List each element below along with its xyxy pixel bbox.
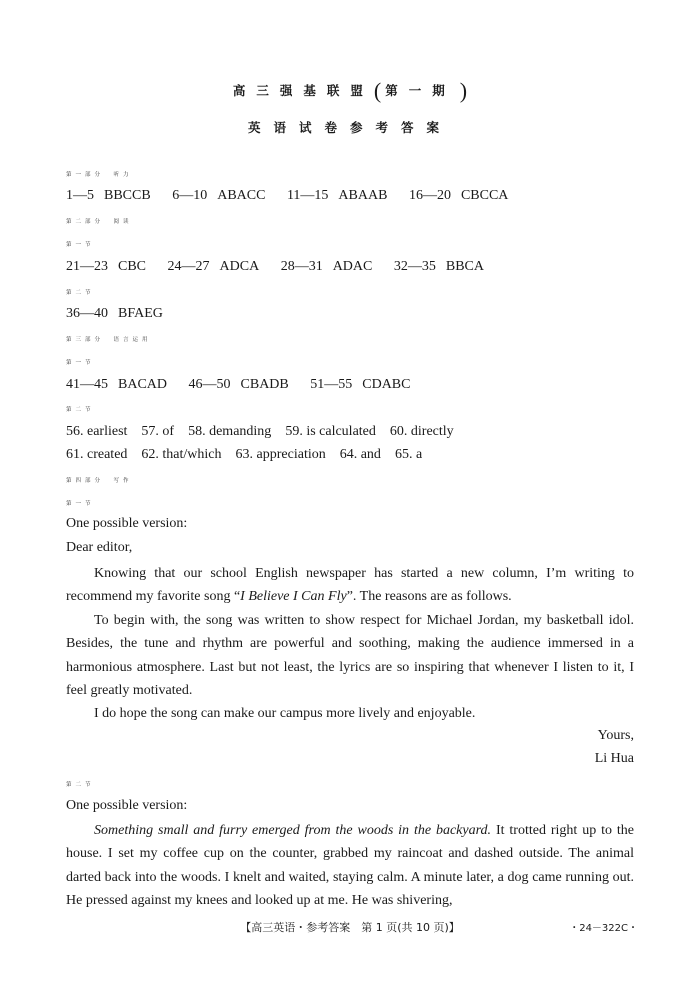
essay2-intro: One possible version: bbox=[66, 798, 188, 813]
essay1-paragraph-1: Knowing that our school English newspaper has started a new column, I’m writing to recommend my favorite song “I Believe I Can Fly”. The reasons are as follows. bbox=[66, 566, 634, 605]
title-issue: 第一期 bbox=[385, 83, 456, 98]
essay1-closing: Yours, bbox=[597, 728, 634, 743]
page-footer: 【高三英语・参考答案 第 1 页(共 10 页)】 bbox=[240, 921, 460, 934]
part2-heading: 第二部分 阅读 bbox=[66, 219, 133, 225]
part1-answers: 1—5 BBCCB 6—10 ABACC 11—15 ABAAB 16—20 CBCCA bbox=[66, 188, 509, 203]
essay2-paragraph-1: Something small and furry emerged from the woods in the backyard. It trotted right up to the house. I set my coffee cup on the counter, grabbed my raincoat and dashed outside. The animal darted back into the woods. I knelt and waited, staying calm. A minute later, a dog came running out. He pressed against my knees and looked up at me. He was shivering, bbox=[66, 823, 634, 908]
part2-section1-heading: 第一节 bbox=[66, 242, 95, 248]
part3-section1-answers: 41—45 BACAD 46—50 CBADB 51—55 CDABC bbox=[66, 377, 411, 392]
essay1-paragraph-3: I do hope the song can make our campus more lively and enjoyable. bbox=[94, 706, 476, 721]
part4-section2-heading: 第二节 bbox=[66, 782, 95, 788]
exam-title bbox=[0, 78, 700, 104]
essay1-intro: One possible version: bbox=[66, 516, 188, 531]
part3-section2-heading: 第二节 bbox=[66, 407, 95, 413]
song-title: I Believe I Can Fly bbox=[240, 589, 347, 605]
part3-heading: 第三部分 语言运用 bbox=[66, 337, 152, 343]
part4-section1-heading: 第一节 bbox=[66, 501, 95, 507]
title-paren-open: ( bbox=[373, 78, 382, 103]
part4-heading: 第四部分 写作 bbox=[66, 478, 133, 484]
part1-heading: 第一部分 听力 bbox=[66, 172, 133, 178]
part2-section2-heading: 第二节 bbox=[66, 290, 95, 296]
part3-section2-row1: 56. earliest 57. of 58. demanding 59. is calculated 60. directly bbox=[66, 424, 454, 439]
part3-section2-row2: 61. created 62. that/which 63. appreciation 64. and 65. a bbox=[66, 447, 423, 462]
part2-section2-answers: 36—40 BFAEG bbox=[66, 306, 163, 321]
paper-code: ・24－322C・ bbox=[569, 923, 638, 934]
essay1-greeting: Dear editor, bbox=[66, 540, 133, 555]
essay1-paragraph-2: To begin with, the song was written to show respect for Michael Jordan, my basketball idol. Besides, the tune and rhythm are powerful and soothing, making the audience immersed in a harmonious atmosphere. Last but not least, the lyrics are so inspiring that whenever I listen to it, I feel greatly motivated. bbox=[66, 613, 634, 698]
part2-section1-answers: 21—23 CBC 24—27 ADCA 28—31 ADAC 32—35 BBCA bbox=[66, 259, 484, 274]
title-main: 高三强基联盟 bbox=[232, 83, 374, 98]
part3-section1-heading: 第一节 bbox=[66, 360, 95, 366]
title-paren-close: ) bbox=[459, 78, 468, 103]
essay1-signature: Li Hua bbox=[594, 751, 634, 766]
exam-subtitle: 英语试卷参考答案 bbox=[247, 120, 452, 135]
essay2-given-sentence: Something small and furry emerged from the woods in the backyard. bbox=[94, 823, 492, 838]
